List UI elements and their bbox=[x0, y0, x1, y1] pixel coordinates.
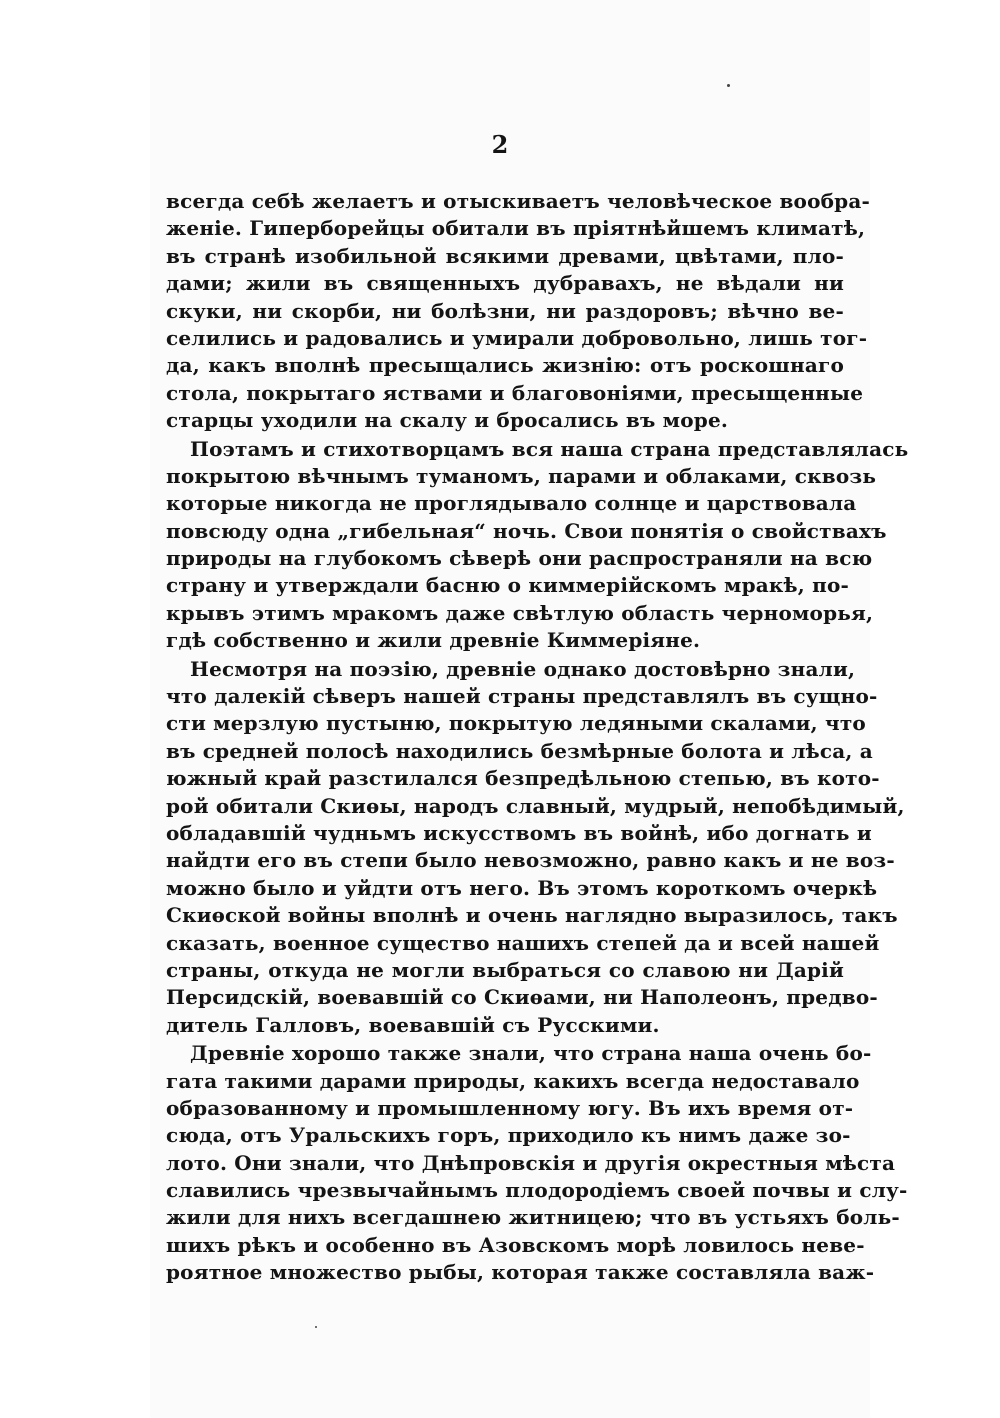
text-line: обладавшій чудньмъ искусствомъ въ войнѣ, ибо догнать и bbox=[166, 820, 872, 845]
text-line: покрытою вѣчнымъ туманомъ, парами и облаками, сквозь bbox=[166, 463, 877, 488]
paragraph-3 bbox=[166, 656, 905, 1039]
text-line: природы на глубокомъ сѣверѣ они распространяли на всю bbox=[166, 546, 873, 571]
paragraph-2 bbox=[166, 436, 909, 655]
text-line: сти мерзлую пустыню, покрытую ледяными скалами, что bbox=[166, 711, 866, 736]
text-line: что далекій сѣверъ нашей страны представлялъ въ сущно- bbox=[166, 684, 878, 709]
text-line: южный край разстилался безпредѣльною степью, въ кото- bbox=[166, 766, 880, 791]
text-line: образованному и промышленному югу. Въ ихъ время от- bbox=[166, 1095, 854, 1120]
scan-speck bbox=[315, 1326, 317, 1328]
text-line: Поэтамъ и стихотворцамъ вся наша страна представлялась bbox=[190, 436, 909, 461]
text-line: старцы уходили на скалу и бросались въ море. bbox=[166, 408, 729, 433]
paragraph-4 bbox=[166, 1040, 908, 1287]
text-line: можно было и уйдти отъ него. Въ этомъ короткомъ очеркѣ bbox=[166, 875, 878, 900]
text-line: славились чрезвычайнымъ плодородіемъ своей почвы и слу- bbox=[166, 1178, 908, 1203]
text-line: сказать, военное существо нашихъ степей да и всей нашей bbox=[166, 930, 880, 955]
text-line: Несмотря на поэзію, древніе однако достовѣрно знали, bbox=[190, 656, 856, 681]
text-line: Древніе хорошо также знали, что страна наша очень бо- bbox=[190, 1041, 872, 1066]
page-number: 2 bbox=[491, 130, 509, 159]
paragraph-1 bbox=[166, 188, 871, 435]
text-line: стола, покрытаго яствами и благовоніями, пресыщенные bbox=[166, 380, 864, 405]
text-line: Персидскій, воевавшій со Скиѳами, ни Наполеонъ, предво- bbox=[166, 985, 878, 1010]
text-line: страны, откуда не могли выбраться со славою ни Дарій bbox=[166, 957, 844, 982]
scan-speck bbox=[727, 84, 730, 87]
text-line: дитель Галловъ, воевавшій съ Русскими. bbox=[166, 1012, 660, 1037]
text-line: Скиѳской войны вполнѣ и очень наглядно выразилось, такъ bbox=[166, 903, 898, 928]
body-text bbox=[166, 188, 909, 1288]
text-line: жили для нихъ всегдашнею житницею; что въ устьяхъ боль- bbox=[166, 1205, 900, 1230]
text-line: гата такими дарами природы, какихъ всегда недоставало bbox=[166, 1068, 860, 1093]
text-line: въ средней полосѣ находились безмѣрные болота и лѣса, а bbox=[166, 738, 873, 763]
text-line: скуки, ни скорби, ни болѣзни, ни раздоровъ; вѣчно ве- bbox=[166, 298, 844, 323]
text-line: всегда себѣ желаетъ и отыскиваетъ человѣческое вообра- bbox=[166, 189, 871, 213]
text-line: сюда, отъ Уральскихъ горъ, приходило къ нимъ даже зо- bbox=[166, 1123, 851, 1148]
text-line: лото. Они знали, что Днѣпровскія и другія окрестныя мѣста bbox=[166, 1150, 896, 1175]
text-line: рой обитали Скиѳы, народъ славный, мудрый, непобѣдимый, bbox=[166, 793, 905, 818]
text-line: въ странѣ изобильной всякими древами, цвѣтами, пло- bbox=[166, 243, 844, 268]
text-line: гдѣ собственно и жили древніе Киммеріяне. bbox=[166, 628, 701, 653]
text-line: повсюду одна „гибельная“ ночь. Свои понятія о свойствахъ bbox=[166, 518, 887, 543]
text-line: роятное множество рыбы, которая также составляла важ- bbox=[166, 1260, 875, 1285]
text-line: которые никогда не проглядывало солнце и царствовала bbox=[166, 491, 857, 516]
text-line: шихъ рѣкъ и особенно въ Азовскомъ морѣ ловилось неве- bbox=[166, 1232, 865, 1257]
text-line: крывъ этимъ мракомъ даже свѣтлую область черноморья, bbox=[166, 600, 874, 625]
text-line: да, какъ вполнѣ пресыщались жизнію: отъ роскошнаго bbox=[166, 353, 844, 378]
text-line: селились и радовались и умирали добровольно, лишь тог- bbox=[166, 325, 868, 350]
text-line: страну и утверждали басню о киммерійскомъ мракѣ, по- bbox=[166, 573, 850, 598]
text-line: дами; жили въ священныхъ дубравахъ, не вѣдали ни bbox=[166, 271, 844, 296]
text-line: женіе. Гиперборейцы обитали въ пріятнѣйшемъ климатѣ, bbox=[166, 216, 866, 241]
text-line: найдти его въ степи было невозможно, равно какъ и не воз- bbox=[166, 848, 895, 873]
